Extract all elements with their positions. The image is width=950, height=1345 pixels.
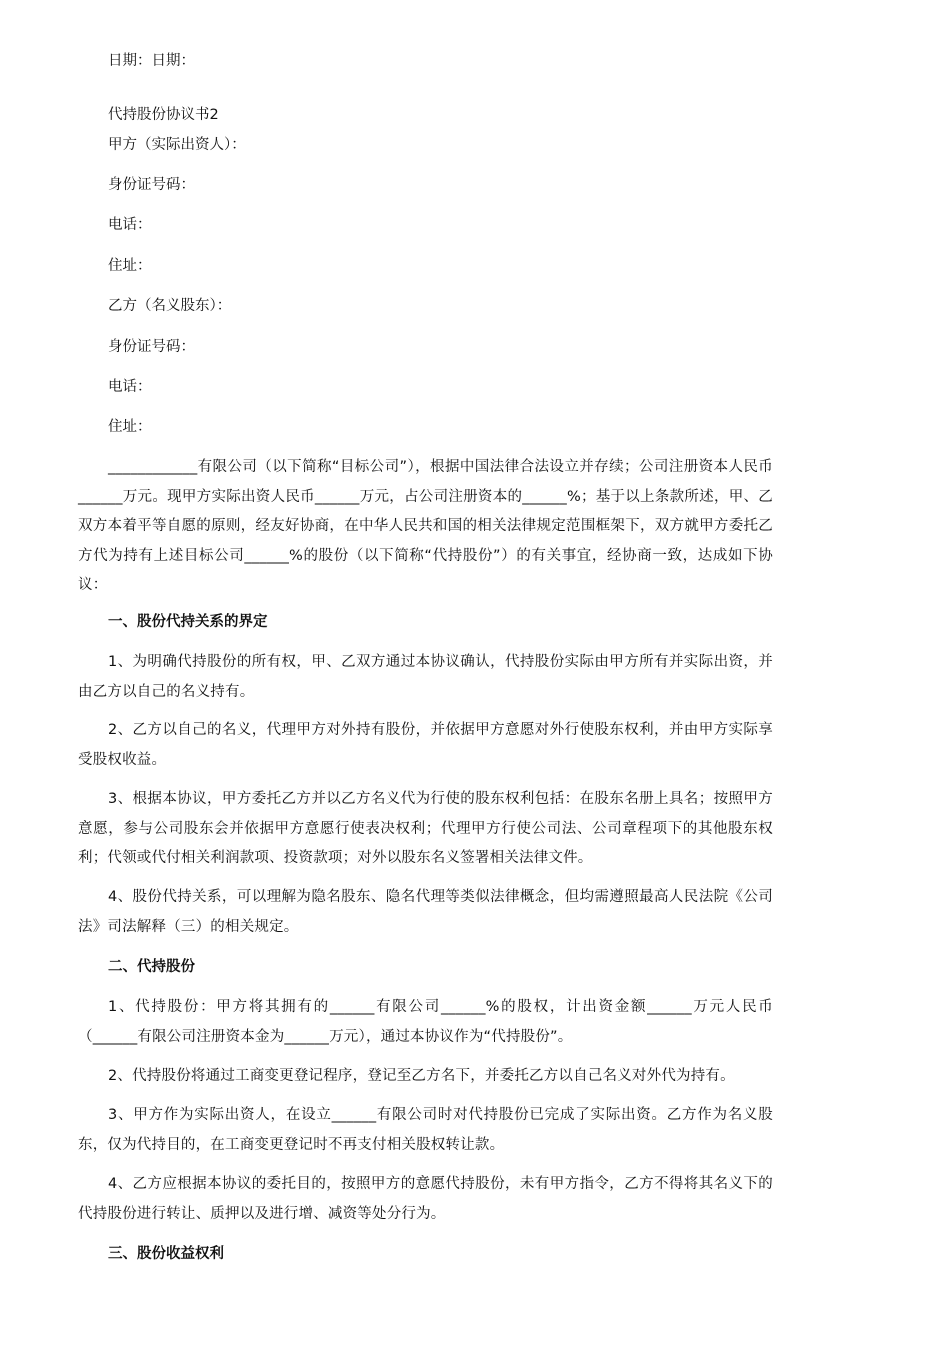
section-1-paragraph-1: 1、为明确代持股份的所有权，甲、乙双方通过本协议确认，代持股份实际由甲方所有并实际出资，并由乙方以自己的名义持有。 [78,654,773,700]
section-3-heading: 三、股份收益权利 [108,1246,224,1262]
party-a-id-label: 身份证号码： [108,177,195,193]
party-a-address-label: 住址： [108,258,152,274]
section-1-paragraph-3: 3、根据本协议，甲方委托乙方并以乙方名义代为行使的股东权利包括：在股东名册上具名；按照甲方意愿，参与公司股东会并依据甲方意愿行使表决权利；代理甲方行使公司法、公司章程项下的其他股东权利；代领或代付相关利润款项、投资款项；对外以股东名义签署相关法律文件。 [78,791,773,866]
party-b-phone-label: 电话： [108,379,152,395]
date-line: 日期：日期： [108,53,195,69]
section-1-heading: 一、股份代持关系的界定 [108,614,268,630]
section-2-paragraph-4: 4、乙方应根据本协议的委托目的，按照甲方的意愿代持股份，未有甲方指令，乙方不得将其名义下的代持股份进行转让、质押以及进行增、减资等处分行为。 [78,1176,773,1222]
party-b-address-label: 住址： [108,419,152,435]
document-title: 代持股份协议书2 [108,107,219,123]
section-2-heading: 二、代持股份 [108,959,195,975]
party-b-label: 乙方（名义股东）： [108,298,232,314]
section-2-paragraph-3: 3、甲方作为实际出资人，在设立______有限公司时对代持股份已完成了实际出资。乙方作为名义股东，仅为代持目的，在工商变更登记时不再支付相关股权转让款。 [78,1107,773,1153]
party-a-label: 甲方（实际出资人）： [108,137,246,153]
section-2-paragraph-1: 1、代持股份：甲方将其拥有的______有限公司______%的股权，计出资金额______万元人民币（______有限公司注册资本金为______万元），通过本协议作为“代持股份”。 [78,999,773,1045]
section-1-paragraph-4: 4、股份代持关系，可以理解为隐名股东、隐名代理等类似法律概念，但均需遵照最高人民法院《公司法》司法解释（三）的相关规定。 [78,889,773,935]
party-b-id-label: 身份证号码： [108,339,195,355]
party-a-phone-label: 电话： [108,217,152,233]
section-2-paragraph-2: 2、代持股份将通过工商变更登记程序，登记至乙方名下，并委托乙方以自己名义对外代为持有。 [108,1068,735,1084]
section-1-paragraph-2: 2、乙方以自己的名义，代理甲方对外持有股份，并依据甲方意愿对外行使股东权利，并由甲方实际享受股权收益。 [78,722,773,768]
intro-paragraph: ____________有限公司（以下简称“目标公司”），根据中国法律合法设立并存续；公司注册资本人民币______万元。现甲方实际出资人民币______万元，占公司注册资本的______%；基于以上条款所述，甲、乙双方本着平等自愿的原则，经友好协商，在中华人民共和国的相关法律规定范围框架下，双方就甲方委托乙方代为持有上述目标公司______%的股份（以下简称“代持股份”）的有关事宜，经协商一致，达成如下协议： [78,459,773,593]
